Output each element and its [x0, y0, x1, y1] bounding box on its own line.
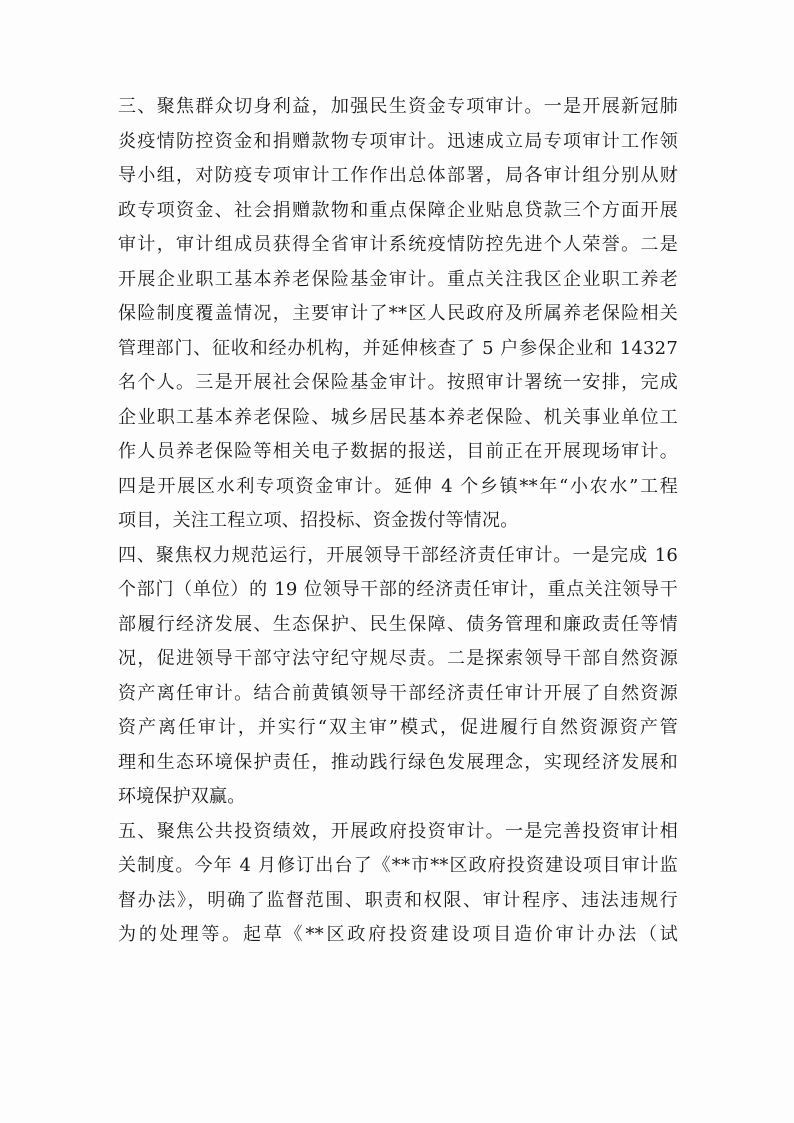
text-line: 炎疫情防控资金和捐赠款物专项审计。迅速成立局专项审计工作领: [118, 130, 678, 152]
text-line: 作人员养老保险等相关电子数据的报送，目前正在开展现场审计。: [118, 441, 678, 462]
text-line: 关制度。今年 4 月修订出台了《**市**区政府投资建设项目审计监: [118, 855, 678, 876]
text-line: 审计，审计组成员获得全省审计系统疫情防控先进个人荣誉。二是: [118, 234, 678, 255]
text-line: 四、聚焦权力规范运行，开展领导干部经济责任审计。一是完成 16: [118, 544, 678, 566]
paragraph: [118, 815, 678, 953]
text-line: 保险制度覆盖情况，主要审计了**区人民政府及所属养老保险相关: [118, 303, 678, 324]
text-line: 资产离任审计，并实行“双主审”模式，促进履行自然资源资产管: [118, 717, 678, 738]
document-body: [118, 90, 678, 953]
text-line: 况，促进领导干部守法守纪守规尽责。二是探索领导干部自然资源: [118, 648, 678, 669]
text-line: 项目，关注工程立项、招投标、资金拨付等情况。: [118, 510, 519, 531]
text-line: 理和生态环境保护责任，推动践行绿色发展理念，实现经济发展和: [118, 751, 678, 773]
text-line: 管理部门、征收和经办机构，并延伸核查了 5 户参保企业和 14327: [118, 337, 678, 359]
paragraph: [118, 539, 678, 815]
text-line: 部履行经济发展、生态保护、民生保障、债务管理和廉政责任等情: [118, 613, 678, 635]
paragraph: [118, 90, 678, 539]
text-line: 环境保护双赢。: [118, 786, 246, 807]
text-line: 三、聚焦群众切身利益，加强民生资金专项审计。一是开展新冠肺: [118, 96, 678, 117]
text-line: 名个人。三是开展社会保险基金审计。按照审计署统一安排，完成: [118, 372, 678, 393]
text-line: 企业职工基本养老保险、城乡居民基本养老保险、机关事业单位工: [118, 406, 678, 428]
text-line: 四是开展区水利专项资金审计。延伸 4 个乡镇**年“小农水”工程: [118, 475, 678, 497]
text-line: 五、聚焦公共投资绩效，开展政府投资审计。一是完善投资审计相: [118, 820, 678, 842]
text-line: 为的处理等。起草《**区政府投资建设项目造价审计办法（试: [118, 924, 678, 945]
text-line: 督办法》，明确了监督范围、职责和权限、审计程序、违法违规行: [118, 889, 678, 911]
text-line: 政专项资金、社会捐赠款物和重点保障企业贴息贷款三个方面开展: [118, 199, 678, 221]
text-line: 导小组，对防疫专项审计工作作出总体部署，局各审计组分别从财: [118, 165, 678, 186]
text-line: 个部门（单位）的 19 位领导干部的经济责任审计，重点关注领导干: [118, 579, 678, 600]
text-line: 开展企业职工基本养老保险基金审计。重点关注我区企业职工养老: [118, 268, 678, 290]
text-line: 资产离任审计。结合前黄镇领导干部经济责任审计开展了自然资源: [118, 682, 678, 704]
